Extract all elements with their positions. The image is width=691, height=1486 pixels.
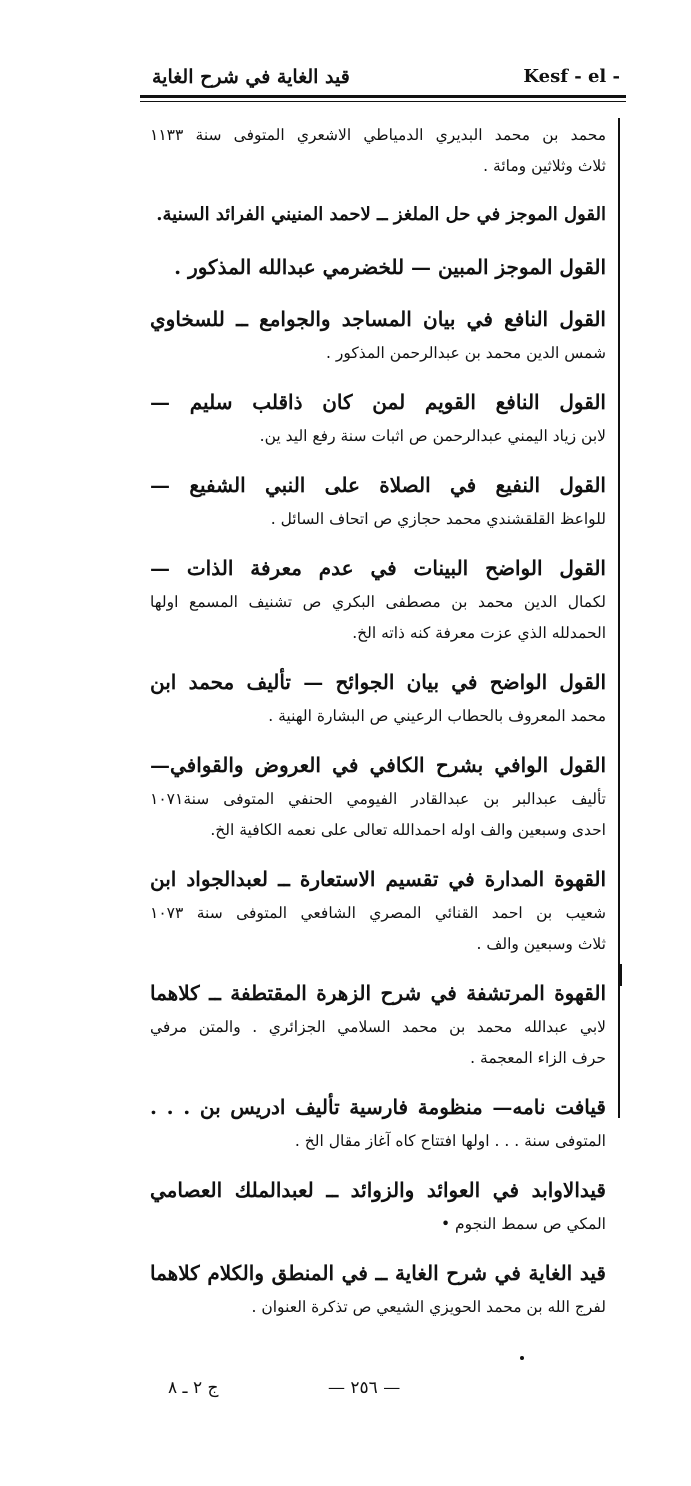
entry-title-line: القول الموجز المبين — للخضرمي عبدالله المذكور . — [174, 255, 606, 279]
entry-text-line: محمد المعروف بالحطاب الرعيني ص البشارة الهنية . — [268, 707, 606, 725]
entry-title-line: القول النفيع في الصلاة على النبي الشفيع — — [150, 473, 606, 497]
catalog-entry — [150, 663, 606, 732]
page-number: — ٢٥٦ — — [328, 1378, 401, 1398]
catalog-entry — [150, 120, 606, 182]
entry-text-line: احدى وسبعين والف اوله احمدالله تعالى على نعمه الكافية الخ. — [210, 821, 606, 839]
catalog-entry — [150, 196, 606, 234]
header-rule-thick — [140, 95, 626, 98]
entry-text-line: تأليف عبدالبر بن عبدالقادر الفيومي الحنفي المتوفى سنة١٠٧١ — [150, 790, 606, 808]
entry-text-line: الحمدلله الذي عزت معرفة كنه ذاته الخ. — [352, 624, 606, 642]
catalog-entry — [150, 383, 606, 452]
catalog-entry — [150, 860, 606, 960]
entry-text-line: للواعظ القلقشندي محمد حجازي ص اتحاف السائل . — [270, 510, 606, 528]
entry-title-line: قيد الغاية في شرح الغاية ــ في المنطق والكلام كلاهما — [150, 1261, 606, 1285]
entry-title-line: القول النافع في بيان المساجد والجوامع ــ للسخاوي — [150, 307, 606, 331]
catalog-entry — [150, 1254, 606, 1323]
entry-title-line: القهوة المدارة في تقسيم الاستعارة ــ لعبدالجواد ابن — [150, 867, 607, 891]
signature-mark: ج ٢ ـ ٨ — [168, 1378, 219, 1398]
entry-title-line: القول الوافي بشرح الكافي في العروض والقوافي— — [150, 753, 606, 777]
catalog-entry — [150, 1171, 606, 1240]
entry-text-line: شمس الدين محمد بن عبدالرحمن المذكور . — [326, 344, 606, 362]
catalog-entry — [150, 746, 606, 846]
running-header — [140, 66, 620, 90]
catalog-entry — [150, 974, 606, 1074]
entry-text-line: لفرج الله بن محمد الحويزي الشيعي ص تذكرة العنوان . — [251, 1298, 606, 1316]
entry-text-line: ثلاث وثلاثين ومائة . — [483, 157, 606, 175]
entry-title-line: القهوة المرتشفة في شرح الزهرة المقتطفة ــ كلاهما — [150, 981, 606, 1005]
entry-title-line: قيدالاوابد في العوائد والزوائد ــ لعبدالملك العصامي — [150, 1178, 606, 1202]
margin-tick — [620, 964, 622, 986]
entry-text-line: لابن زياد اليمني عبدالرحمن ص اثبات سنة رفع اليد ين. — [259, 427, 606, 445]
entry-text-line: لابي عبدالله محمد بن محمد السلامي الجزائري . والمتن مرفي — [150, 1018, 606, 1036]
catalog-entry — [150, 1088, 606, 1157]
catalog-entry — [150, 549, 606, 649]
entry-title-line: القول الموجز في حل الملغز ــ لاحمد المنيني الفرائد السنية. — [156, 204, 606, 225]
catalog-entry — [150, 466, 606, 535]
page-footer — [168, 1378, 428, 1404]
entry-title-line: القول الواضح البينات في عدم معرفة الذات — — [150, 556, 606, 580]
entry-title-line: القول النافع القويم لمن كان ذاقلب سليم — — [150, 390, 606, 414]
entry-text-line: لكمال الدين محمد بن مصطفى البكري ص تشنيف المسمع اولها — [150, 593, 606, 611]
entry-text-line: حرف الزاء المعجمة . — [470, 1049, 606, 1067]
entry-title-line: القول الواضح في بيان الجوائح — تأليف محمد ابن — [150, 670, 606, 694]
ink-dot — [520, 1356, 524, 1360]
entry-text-line: محمد بن محمد البديري الدمياطي الاشعري المتوفى سنة ١١٣٣ — [150, 126, 606, 144]
entry-text-line: ثلاث وسبعين والف . — [476, 935, 606, 953]
entry-text-line: شعيب بن احمد القنائي المصري الشافعي المتوفى سنة ١٠٧٣ — [150, 904, 606, 922]
catalog-entry — [150, 248, 606, 286]
entry-title-line: قيافت نامه— منظومة فارسية تأليف ادريس بن . . . — [150, 1095, 606, 1119]
catalog-entry — [150, 300, 606, 369]
entry-list — [150, 120, 606, 1337]
entry-text-line: المكي ص سمط النجوم • — [440, 1215, 606, 1233]
running-header-latin: Kesf - el - — [523, 66, 620, 87]
entry-text-line: المتوفى سنة . . . اولها افتتاح كاه آغاز مقال الخ . — [294, 1132, 606, 1150]
running-title: قيد الغاية في شرح الغاية — [152, 66, 350, 88]
header-rule-thin — [140, 101, 626, 102]
